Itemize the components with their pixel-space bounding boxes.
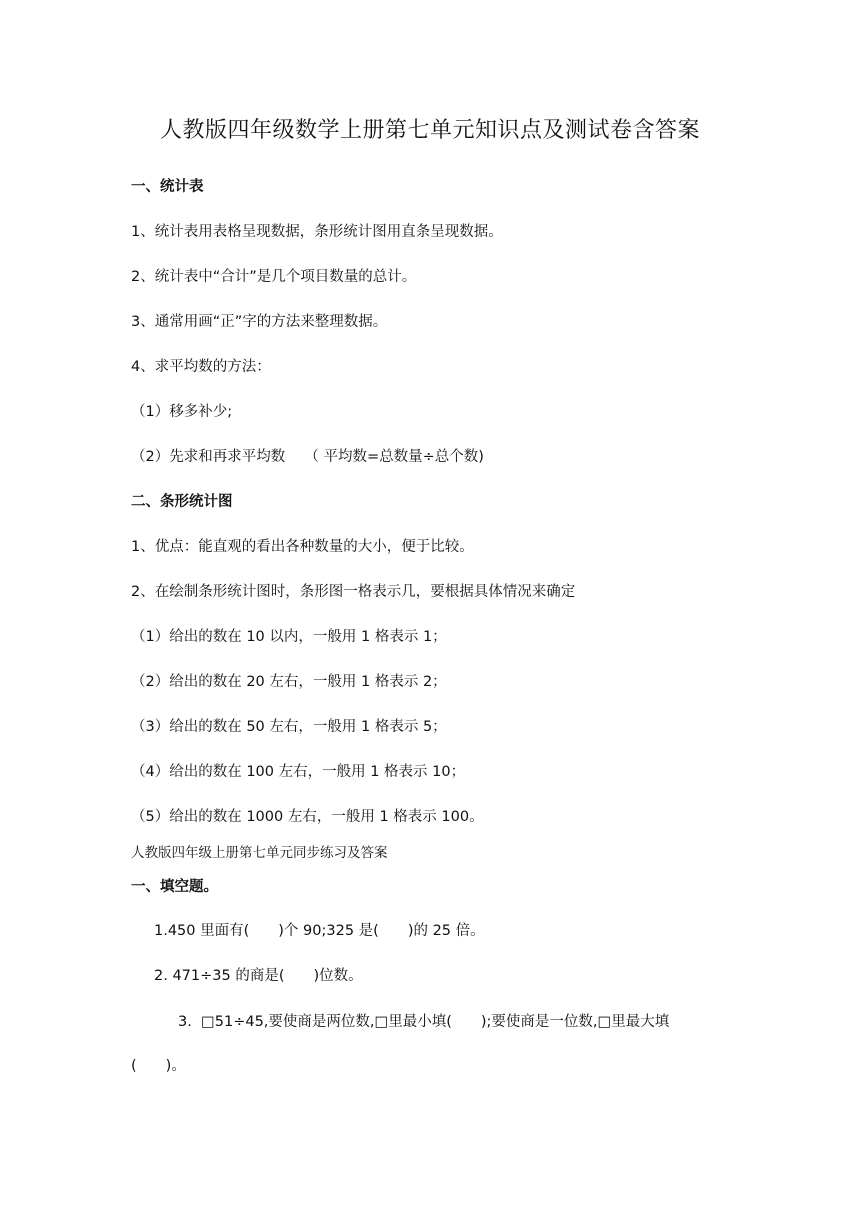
list-item: （1）移多补少; [131, 404, 233, 420]
question-2: 2. 471÷35 的商是( )位数。 [154, 968, 363, 984]
list-item: （4）给出的数在 100 左右，一般用 1 格表示 10； [131, 764, 466, 780]
section-heading-statistics-table: 一、统计表 [131, 179, 204, 195]
question-3: 3. □51÷45,要使商是两位数,□里最小填( );要使商是一位数,□里最大填 [178, 1014, 670, 1030]
list-item: （5）给出的数在 1000 左右，一般用 1 格表示 100。 [131, 809, 484, 825]
list-item: 2、统计表中“合计”是几个项目数量的总计。 [131, 269, 417, 285]
question-3-continued: ( )。 [131, 1058, 186, 1074]
practice-heading: 一、填空题。 [131, 879, 218, 895]
list-item: （2）先求和再求平均数 （ 平均数=总数量÷总个数) [131, 449, 484, 465]
list-item: 4、求平均数的方法： [131, 359, 271, 375]
practice-subtitle: 人教版四年级上册第七单元同步练习及答案 [131, 845, 388, 861]
list-item: 1、优点：能直观的看出各种数量的大小，便于比较。 [131, 539, 474, 555]
question-1: 1.450 里面有( )个 90;325 是( )的 25 倍。 [154, 923, 485, 939]
document-title: 人教版四年级数学上册第七单元知识点及测试卷含答案 [159, 118, 700, 143]
list-item: （2）给出的数在 20 左右，一般用 1 格表示 2； [131, 674, 447, 690]
list-item: （1）给出的数在 10 以内，一般用 1 格表示 1； [131, 629, 447, 645]
list-item: （3）给出的数在 50 左右，一般用 1 格表示 5； [131, 719, 447, 735]
list-item: 3、通常用画“正”字的方法来整理数据。 [131, 314, 388, 330]
list-item: 1、统计表用表格呈现数据，条形统计图用直条呈现数据。 [131, 224, 503, 240]
list-item: 2、在绘制条形统计图时，条形图一格表示几，要根据具体情况来确定 [131, 584, 576, 600]
section-heading-bar-chart: 二、条形统计图 [131, 494, 233, 510]
